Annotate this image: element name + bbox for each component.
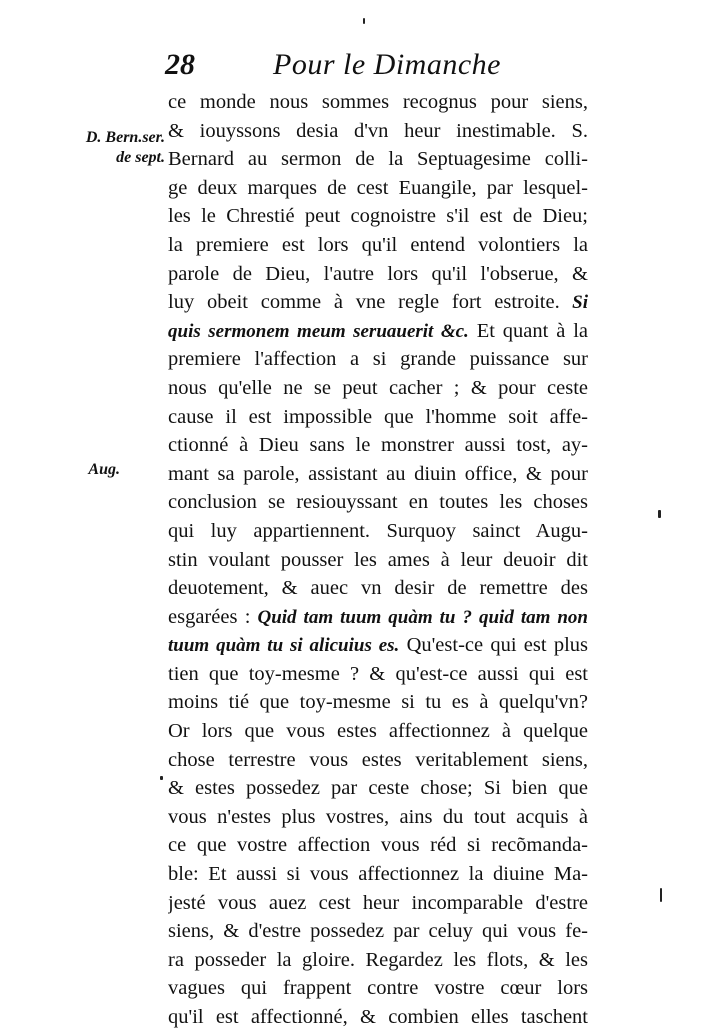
text-segment: tien que toy-mesme ? & qu'est-ce aussi qui est	[168, 662, 588, 685]
text-segment: ge deux marques de cest Euangile, par lesquel-	[168, 176, 588, 199]
text-line	[168, 946, 588, 975]
text-line	[168, 431, 588, 460]
ink-speck	[160, 776, 163, 780]
text-segment: stin voulant pousser les ames à leur deuoir dit	[168, 548, 588, 571]
text-line	[168, 688, 588, 717]
text-segment: premiere l'affection a si grande puissance sur	[168, 348, 588, 371]
text-line	[168, 288, 588, 317]
text-segment: deuotement, & auec vn desir de remettre des	[168, 577, 588, 600]
text-line	[168, 374, 588, 403]
text-segment: & estes possedez par ceste chose; Si bien que	[168, 777, 588, 800]
text-line	[168, 917, 588, 946]
text-line	[168, 260, 588, 289]
text-segment: les le Chrestié peut cognoistre s'il est de Dieu;	[168, 205, 588, 228]
margin-note-bernard-line1: D. Bern.ser.	[85, 129, 165, 146]
text-line	[168, 460, 588, 489]
text-line	[168, 889, 588, 918]
text-line	[168, 660, 588, 689]
text-line	[168, 603, 588, 632]
text-segment: & iouyssons desia d'vn heur inestimable. S.	[168, 119, 588, 142]
text-line	[168, 974, 588, 1003]
text-line	[168, 831, 588, 860]
text-line	[168, 746, 588, 775]
body-text	[168, 88, 588, 1032]
margin-note-augustine: Aug.	[88, 461, 120, 478]
text-segment: ce que vostre affection vous réd si recõmanda-	[168, 834, 588, 857]
text-line	[168, 202, 588, 231]
text-line	[168, 1003, 588, 1032]
text-line	[168, 631, 588, 660]
margin-note-bernard-line2: de sept.	[116, 149, 165, 166]
latin-quotation: Quid tam tuum quàm tu ? quid tam non	[250, 606, 588, 628]
text-segment: ce monde nous sommes recognus pour siens,	[168, 91, 588, 113]
ink-speck	[658, 510, 661, 518]
text-line	[168, 117, 588, 146]
text-segment: la premiere est lors qu'il entend volontiers la	[168, 233, 588, 256]
text-segment: cause il est impossible que l'homme soit affe-	[168, 405, 588, 428]
text-segment: Et quant à la	[468, 319, 588, 342]
text-segment: vagues qui frappent contre vostre cœur lors	[168, 977, 588, 1000]
ink-speck	[363, 18, 365, 24]
text-segment: nous qu'elle ne se peut cacher ; & pour ceste	[168, 376, 588, 399]
text-segment: ctionné à Dieu sans le monstrer aussi tost, ay-	[168, 434, 588, 457]
text-line	[168, 145, 588, 174]
text-segment: esgarées :	[168, 605, 251, 628]
page-number: 28	[165, 48, 195, 81]
text-line	[168, 546, 588, 575]
text-line	[168, 774, 588, 803]
text-line	[168, 317, 588, 346]
text-line	[168, 231, 588, 260]
text-line	[168, 717, 588, 746]
text-segment: conclusion se resiouyssant en toutes les choses	[168, 491, 588, 514]
text-line	[168, 517, 588, 546]
text-line	[168, 860, 588, 889]
running-title: Pour le Dimanche	[273, 48, 501, 81]
text-segment: qui luy appartiennent. Surquoy sainct Augu-	[168, 519, 588, 542]
margin-note-bernard	[60, 128, 165, 168]
text-segment: moins tié que toy-mesme si tu es à quelqu'vn?	[168, 691, 588, 714]
text-segment: ra posseder la gloire. Regardez les flots, & les	[168, 948, 588, 971]
text-line	[168, 488, 588, 517]
text-segment: vous n'estes plus vostres, ains du tout acquis à	[168, 805, 588, 828]
latin-quotation: quis sermonem meum seruauerit &c.	[168, 320, 469, 342]
text-segment: qu'il est affectionné, & combien elles taschent	[168, 1006, 588, 1028]
text-segment: Qu'est-ce qui est plus	[399, 634, 588, 657]
ink-speck	[660, 888, 662, 902]
latin-quotation: Si	[559, 292, 588, 314]
text-segment: chose terrestre vous estes veritablement siens,	[168, 748, 588, 771]
text-line	[168, 345, 588, 374]
text-line	[168, 574, 588, 603]
text-segment: siens, & d'estre possedez par celuy qui vous fe-	[168, 920, 588, 943]
text-segment: mant sa parole, assistant au diuin office, & pour	[168, 462, 588, 485]
text-segment: Bernard au sermon de la Septuagesime colli-	[168, 148, 588, 171]
text-segment: parole de Dieu, l'autre lors qu'il l'obserue, &	[168, 262, 588, 285]
latin-quotation: tuum quàm tu si alicuius es.	[168, 635, 400, 657]
text-segment: Or lors que vous estes affectionnez à quelque	[168, 720, 588, 743]
text-segment: jesté vous auez cest heur incomparable d'estre	[168, 891, 588, 914]
text-line	[168, 803, 588, 832]
page-header	[165, 48, 595, 88]
text-line	[168, 88, 588, 117]
text-line	[168, 403, 588, 432]
text-segment: luy obeit comme à vne regle fort estroite.	[168, 291, 560, 314]
text-line	[168, 174, 588, 203]
text-segment: ble: Et aussi si vous affectionnez la diuine Ma-	[168, 863, 588, 886]
